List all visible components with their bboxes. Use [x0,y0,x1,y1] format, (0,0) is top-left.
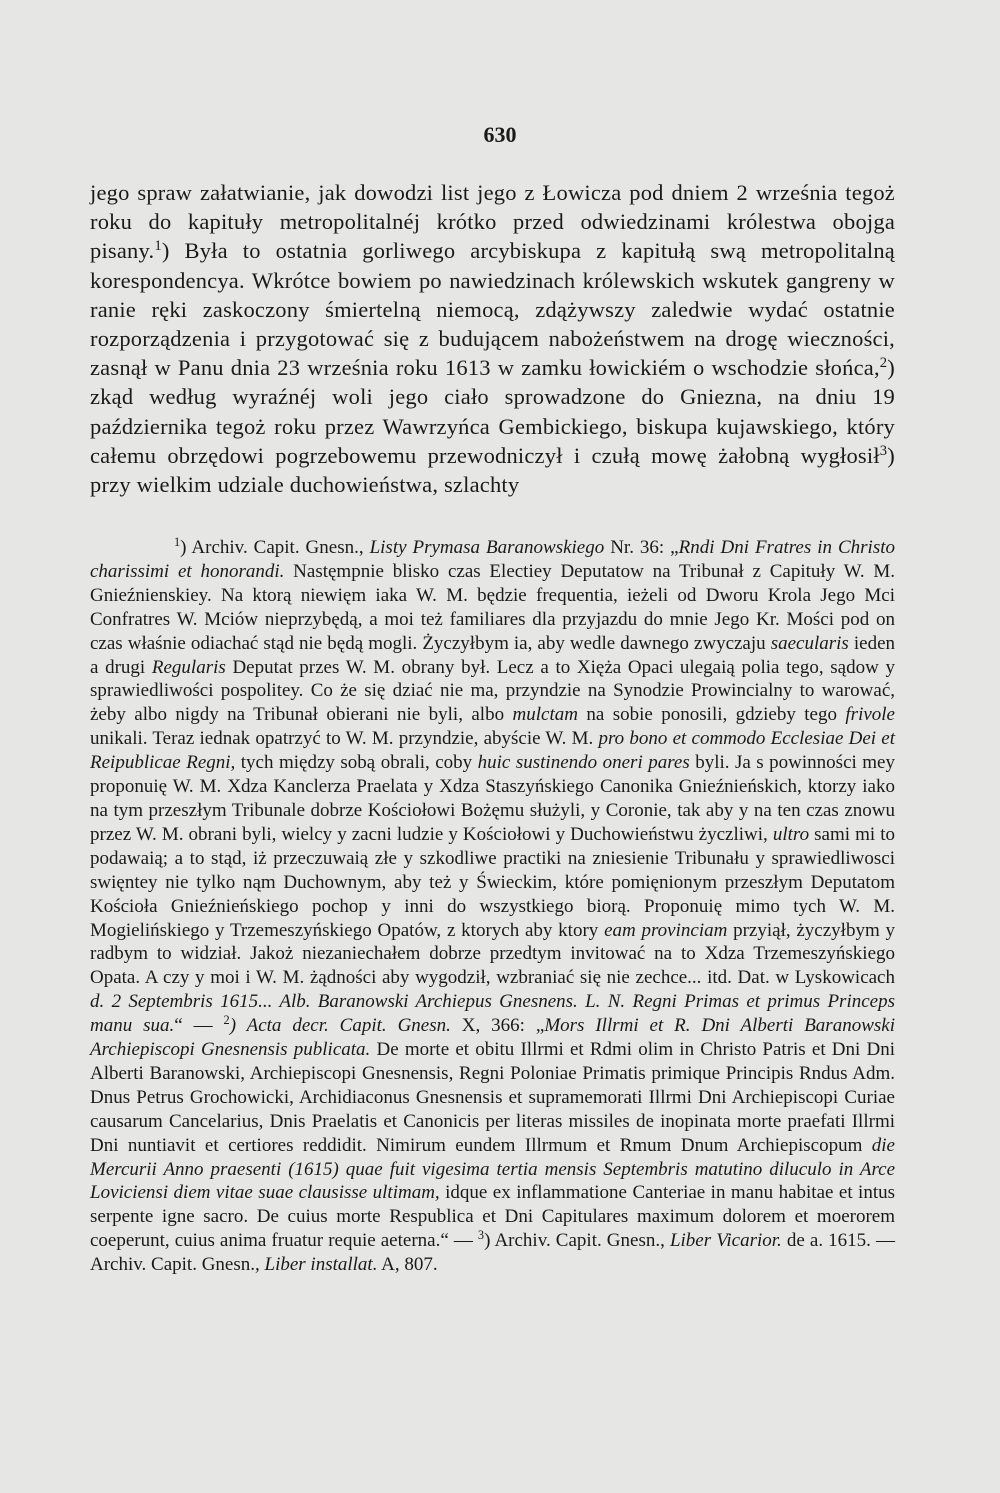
body-text-2: ) Była to ostatnia gorliwego arcybiskupa z kapitułą swą metropolitalną korespondencya. Wkrótce bowiem po nawiedzinach królewskich wskutek gangreny w ranie ręki zaskoczony śmiertelną niemocą, zdążywszy zaledwie wydać ostatnie rozporządzenia i przygotować się z budującem nabożeństwem na drogę wieczności, zasnął w Panu dnia 23 września roku 1613 w zamku łowickiém o wschodzie słońca, [90,238,895,381]
footnote-3-text: A, 807. [377,1254,438,1276]
footnote-1-italic: huic sustinendo oneri pares [477,752,690,774]
footnote-1-text: Nastęmpnie blisko czas Electiey Deputatow na Tribunał z Capituły W. M. Gnieźnienskiey. Na ktorą niewięm iaka W. M. będzie frequentia, ieżeli od Dworu Krola Jego Mci Confratres W. Mciów nieprzybędą, a moi też familiares dla przyjazdu do mnie Jego Kr. Mości pod on czas właśnie odiachać stąd nie będą mogli. Życzyłbym ia, aby wedle dawnego zwyczaju [90,560,896,654]
footnote-3-italic: Liber Vicarior. [669,1230,782,1252]
footnote-1-italic: pro bono et commodo Ecclesiae Dei et Reipublicae Regni, [90,728,895,774]
footnote-2-italic: ) Acta decr. Capit. Gnesn. [229,1015,451,1037]
footnote-1-text: Nr. 36: „ [604,537,679,558]
footnote-1-italic: Rndi Dni Fratres in Christo charissimi et honorandi. [90,537,895,582]
footnote-1-italic: d. 2 Septembris 1615... Alb. Baranowski Archiepus Gnesnens. L. N. Regni Primas et primus Princeps manu sua. [90,991,895,1037]
footnote-1-italic: mulctam [512,704,578,726]
footnote-2-number: 2 [223,1013,230,1028]
footnote-1-text: ieden a drugi [90,632,896,678]
body-text-3: ) zkąd według wyraźnéj woli jego ciało sprowadzone do Gniezna, na dniu 19 października tegoż roku przez Wawrzyńca Gembickiego, biskupa kujawskiego, który całemu obrzędowi pogrzebowemu przewodniczył i czułą mowę żałobną wygłosił [90,355,895,468]
footnote-1-text: Deputat przes W. M. obrany był. Lecz a to Xięża Opaci ulegaią polia tego, sądow y sprawiedliwości pospolitey. Co że się dziać nie ma, przyndzie na Synodzie Prowincialny to warować, żeby albo nigdy na Tribunał obierani nie byli, albo [90,656,895,726]
footnote-2-text: X, 366: „ [450,1015,545,1037]
footnote-2-italic: Mors Illrmi et R. Dni Alberti Baranowski Archiepiscopi Gnesnensis publicata. [90,1015,895,1061]
footnote-1-text: na sobie ponosili, gdzieby tego [577,704,846,726]
footnote-ref-3: 3 [879,442,888,459]
footnote-1-text: “ — [174,1015,224,1037]
footnote-1-italic: eam provinciam [604,919,728,941]
footnote-3-text: ) Archiv. Capit. Gnesn., [484,1230,670,1252]
footnote-1-text: byli. Ja s powinności mey proponuię W. M. Xdza Kanclerza Praelata y Xdza Staszyńskiego Canonika Gnieźnieńskich, ktorzy iako na tym przeszłym Tribunale dobrze Kościołowi Bożęmu służyli, y Coronie, tak aby y na ten czas znowu przez W. M. obrani byli, wielcy y zacni ludzie y Kościołowi y Duchowieństwu życzliwi, [90,752,895,845]
footnote-1-italic: frivole [845,704,895,726]
footnote-3-italic: Liber installat. [264,1254,378,1276]
footnote-2-text: idque ex inflammatione Canteriae in manu habitae et intus serpente igne sacro. De cuius morte Respublica et Dni Capitulares maximum dolorem et moerorem coeperunt, cuius anima fruatur requie aeterna.“ — [90,1182,896,1252]
footnote-1-text: sami mi to podawaią; a to stąd, iż przeczuwaią złe y szkodliwe practiki na zniesienie Tribunału y sprawiedliwosci swięntey nie tylko nąm Duchownym, aby też y Świeckim, które pomięnionym przeszłym Deputatom Kościoła Gnieźnieńskiego pochop y inni do wszystkiego biorą. Proponuię mimo tych W. M. Mogielińskiego y Trzemeszyńskiego Opatów, z ktorych aby ktory [90,823,895,941]
footnote-1-italic: ultro [772,823,810,845]
footnotes-section [90,536,895,1277]
footnote-2-text: De morte et obitu Illrmi et Rdmi olim in Christo Patris et Dni Dni Alberti Baranowski, Archiepiscopi Gnesnensis, Regni Poloniae Primatis primique Principis Rndus Adm. Dnus Petrus Grochowicki, Archidiaconus Gnesnensis et supramemorati Illrmi Dni Archiepiscopi Curiae causarum Cancelarius, Dnis Praelatis et Canonicis per literas missiles de inopinata morte praefati Illrmi Dni nuntiavit et certiores reddidit. Nimirum eundem Illrmum et Rmum Dnum Archiepiscopum [90,1039,895,1156]
footnote-1-italic: Regularis [151,656,226,678]
footnote-1-italic: Listy Prymasa Baranowskiego [369,537,605,558]
body-text-4: ) przy wielkim udziale duchowieństwa, szlachty [90,442,895,498]
body-text-1: jego spraw załatwianie, jak dowodzi list jego z Łowicza pod dniem 2 września tegoż roku do kapituły metropolitalnéj krótko przed odwiedzinami królestwa obojga pisany. [90,180,895,264]
footnote-1-italic: saecularis [770,632,849,654]
footnote-ref-2: 2 [879,355,888,372]
footnote-1-text: przyiął, życzyłbym y radbym to widział. Jakoż niezaniechałem dobrze przedtym invitować na to Xdza Trzemeszyńskiego Opata. A czy y moi i W. M. żądności aby wygodził, wzbraniać się nie zechce... itd. Dat. w Lyskowicach [90,919,895,989]
footnote-2-italic: die Mercurii Anno praesenti (1615) quae fuit vigesima tertia mensis Septembris matutino diluculo in Arce Loviciensi diem vitae suae clausisse ultimam, [90,1134,895,1204]
footnote-1-text: tych między sobą obrali, coby [235,752,478,774]
footnote-3-number: 3 [477,1228,485,1243]
footnote-ref-1: 1 [154,238,162,255]
footnote-1-text: unikali. Teraz iednak opatrzyć to W. M. przyndzie, abyście W. M. [90,728,599,750]
body-paragraph [90,178,895,499]
footnote-1-text: ) Archiv. Capit. Gnesn., [180,537,370,558]
page-number: 630 [483,122,517,147]
footnote-3-text: de a. 1615. — Archiv. Capit. Gnesn., [90,1230,895,1276]
footnote-block [90,536,895,1277]
footnote-1-number: 1 [174,535,181,550]
